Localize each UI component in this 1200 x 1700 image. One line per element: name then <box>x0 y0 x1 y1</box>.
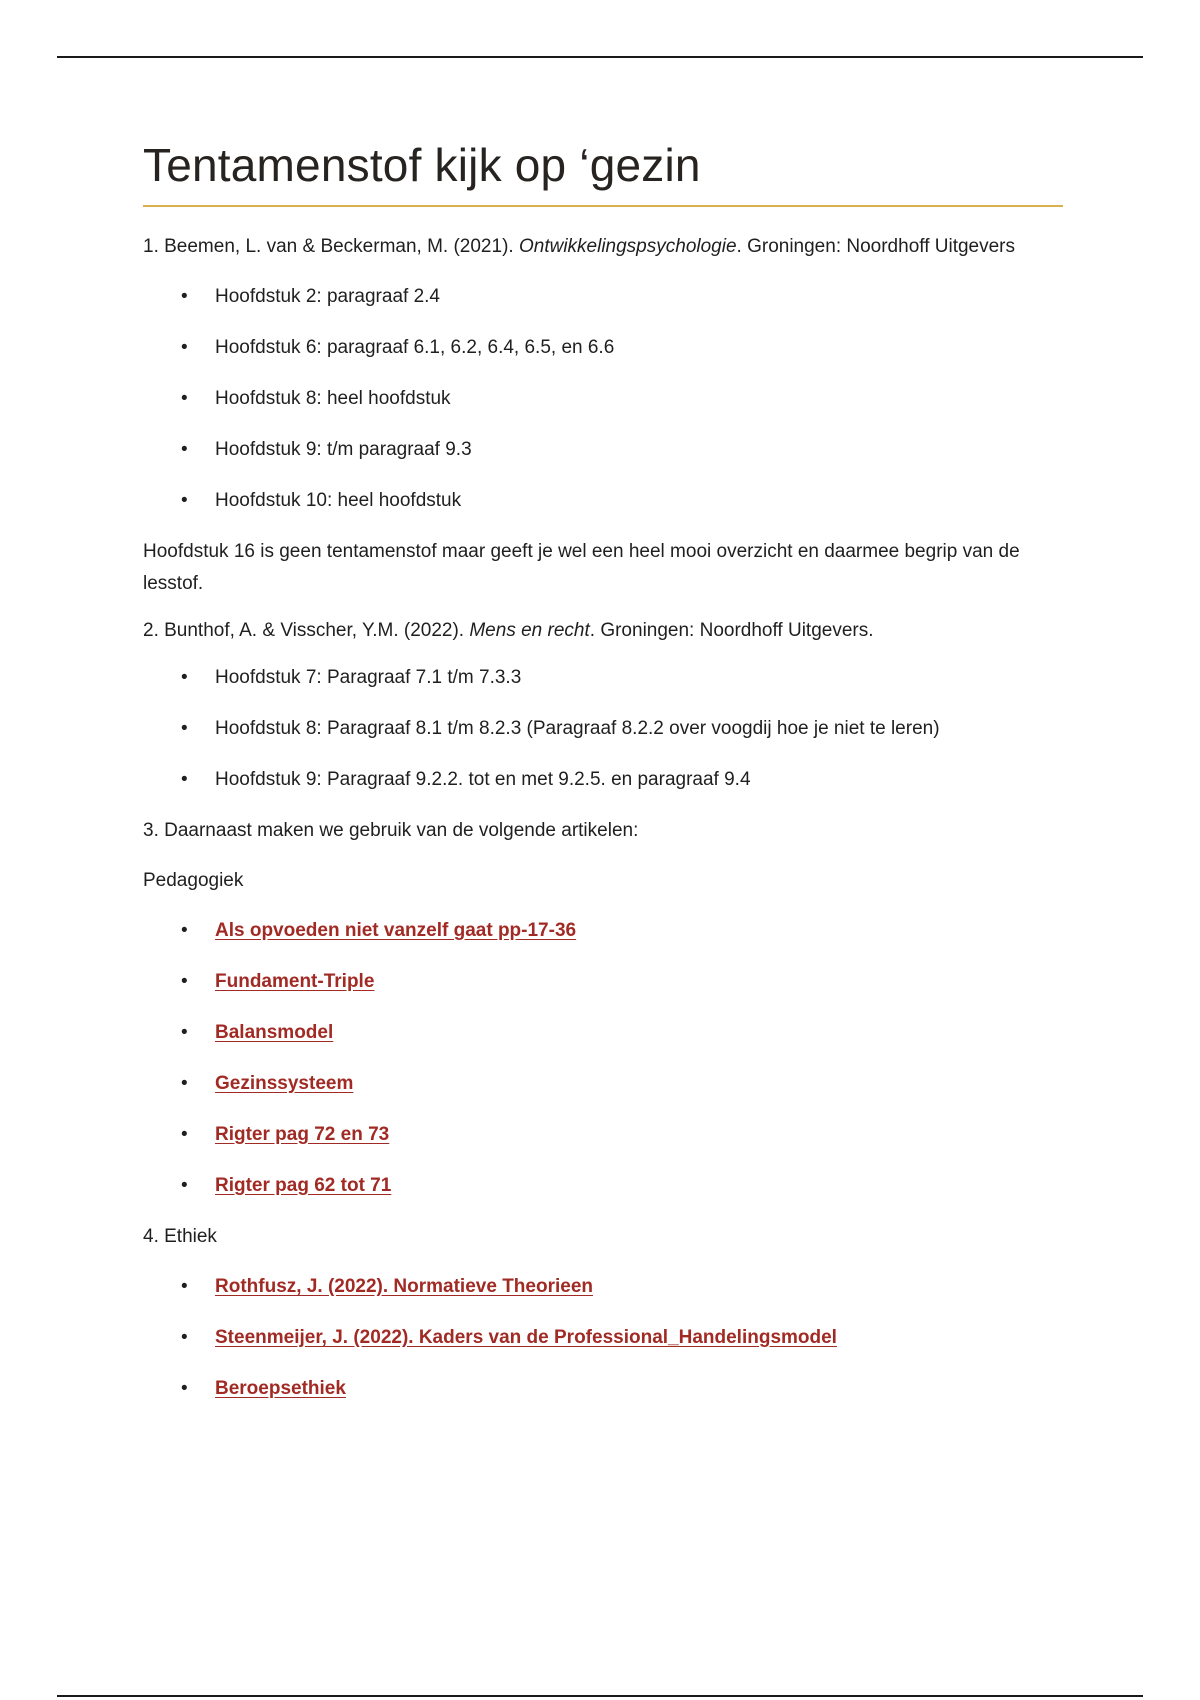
bullet-icon: • <box>181 1174 188 1196</box>
book2-title: Mens en recht <box>469 619 590 641</box>
bullet-icon: • <box>181 768 188 790</box>
article-link-rigter-62-71[interactable]: Rigter pag 62 tot 71 <box>215 1174 392 1196</box>
book2-reference <box>143 615 1063 647</box>
ethiek-link-list <box>143 1271 1063 1424</box>
list-item <box>143 966 1063 1017</box>
list-item: • Hoofdstuk 2: paragraaf 2.4 <box>143 281 1063 332</box>
page-bottom-rule <box>57 1695 1143 1697</box>
list-item: • Hoofdstuk 7: Paragraaf 7.1 t/m 7.3.3 <box>143 662 1063 713</box>
bullet-icon: • <box>181 1021 188 1043</box>
article-link-steenmeijer[interactable]: Steenmeijer, J. (2022). Kaders van de Professional_Handelingsmodel <box>215 1326 837 1348</box>
bullet-icon: • <box>181 970 188 992</box>
page-top-rule <box>57 56 1143 58</box>
article-link-balansmodel[interactable]: Balansmodel <box>215 1021 334 1043</box>
bullet-icon: • <box>181 1377 188 1399</box>
book2-chapter-list <box>143 662 1063 815</box>
bullet-icon: • <box>181 387 188 409</box>
bullet-icon: • <box>181 666 188 688</box>
bullet-icon: • <box>181 1123 188 1145</box>
bullet-icon: • <box>181 1326 188 1348</box>
list-item <box>143 915 1063 966</box>
bullet-icon: • <box>181 717 188 739</box>
book1-reference <box>143 231 1063 263</box>
list-item: • Hoofdstuk 8: Paragraaf 8.1 t/m 8.2.3 (Paragraaf 8.2.2 over voogdij hoe je niet te leren) <box>143 713 1063 764</box>
document-body <box>143 140 1063 1424</box>
bullet-icon: • <box>181 438 188 460</box>
book1-chapter-list <box>143 281 1063 536</box>
list-item <box>143 1271 1063 1322</box>
list-item <box>143 1373 1063 1424</box>
bullet-icon: • <box>181 1072 188 1094</box>
list-item: • Hoofdstuk 6: paragraaf 6.1, 6.2, 6.4, 6.5, en 6.6 <box>143 332 1063 383</box>
pedagogiek-link-list <box>143 915 1063 1221</box>
list-item: • Hoofdstuk 10: heel hoofdstuk <box>143 485 1063 536</box>
list-item <box>143 1017 1063 1068</box>
bullet-icon: • <box>181 336 188 358</box>
article-link-als-opvoeden[interactable]: Als opvoeden niet vanzelf gaat pp-17-36 <box>215 919 577 941</box>
book1-suffix: . Groningen: Noordhoff Uitgevers <box>736 235 1015 257</box>
list-item <box>143 1322 1063 1373</box>
book2-suffix: . Groningen: Noordhoff Uitgevers. <box>589 619 874 641</box>
bullet-icon: • <box>181 919 188 941</box>
book2-prefix: 2. Bunthof, A. & Visscher, Y.M. (2022). <box>143 619 470 641</box>
list-item: • Hoofdstuk 8: heel hoofdstuk <box>143 383 1063 434</box>
chapter16-note: Hoofdstuk 16 is geen tentamenstof maar geeft je wel een heel mooi overzicht en daarmee begrip van de lesstof. <box>143 540 1020 594</box>
article-link-rigter-72-73[interactable]: Rigter pag 72 en 73 <box>215 1123 390 1145</box>
bullet-icon: • <box>181 489 188 511</box>
bullet-icon: • <box>181 1275 188 1297</box>
list-item <box>143 1170 1063 1221</box>
pedagogiek-heading: Pedagogiek <box>143 869 244 891</box>
article-link-rothfusz[interactable]: Rothfusz, J. (2022). Normatieve Theorieen <box>215 1275 593 1297</box>
list-item <box>143 1119 1063 1170</box>
list-item <box>143 1068 1063 1119</box>
article-link-fundament-triple[interactable]: Fundament-Triple <box>215 970 375 992</box>
ethiek-heading: 4. Ethiek <box>143 1225 217 1247</box>
book1-prefix: 1. Beemen, L. van & Beckerman, M. (2021). <box>143 235 519 257</box>
bullet-icon: • <box>181 285 188 307</box>
article-link-beroepsethiek[interactable]: Beroepsethiek <box>215 1377 346 1399</box>
articles-intro: 3. Daarnaast maken we gebruik van de volgende artikelen: <box>143 819 639 841</box>
list-item: • Hoofdstuk 9: Paragraaf 9.2.2. tot en met 9.2.5. en paragraaf 9.4 <box>143 764 1063 815</box>
article-link-gezinssysteem[interactable]: Gezinssysteem <box>215 1072 354 1094</box>
book1-title: Ontwikkelingspsychologie <box>518 235 737 257</box>
page-title: Tentamenstof kijk op ‘gezin <box>143 140 1063 207</box>
list-item: • Hoofdstuk 9: t/m paragraaf 9.3 <box>143 434 1063 485</box>
